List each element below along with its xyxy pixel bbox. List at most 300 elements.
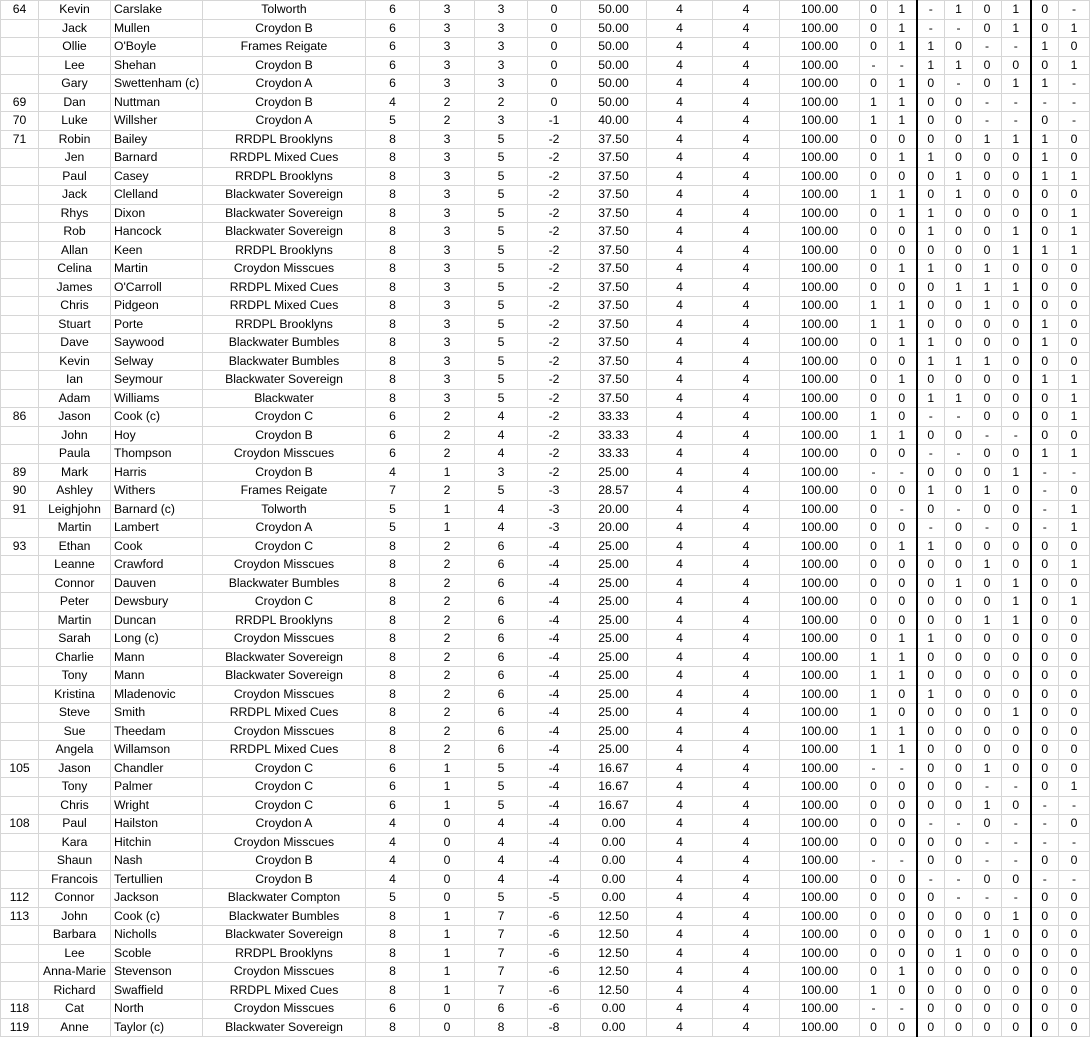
cell-m4: 0 [945,926,973,945]
cell-won: 3 [420,260,475,279]
cell-won: 2 [420,611,475,630]
cell-position: 64 [1,1,39,20]
cell-frame-percentage: 100.00 [780,186,860,205]
cell-lost: 4 [475,426,528,445]
cell-played: 6 [366,778,420,797]
cell-position [1,75,39,94]
cell-played: 6 [366,445,420,464]
cell-played: 8 [366,944,420,963]
cell-played: 8 [366,260,420,279]
cell-frame-percentage: 100.00 [780,870,860,889]
table-row [1,75,1090,94]
cell-frames-b: 4 [713,519,780,538]
cell-frames-b: 4 [713,537,780,556]
cell-m6: 0 [1002,500,1031,519]
cell-m8: 0 [1059,315,1090,334]
cell-m1: 1 [860,426,888,445]
cell-m3: 0 [917,778,945,797]
cell-frames-b: 4 [713,204,780,223]
cell-lost: 7 [475,907,528,926]
cell-frames-b: 4 [713,704,780,723]
cell-first-name: Allan [39,241,111,260]
cell-m1: 1 [860,112,888,131]
cell-m5: 0 [973,963,1002,982]
cell-win-percentage: 25.00 [581,648,647,667]
cell-m2: 1 [888,667,917,686]
cell-frames-a: 4 [647,371,713,390]
cell-m2: - [888,463,917,482]
cell-m7: - [1031,815,1059,834]
cell-frame-percentage: 100.00 [780,907,860,926]
cell-surname: Tertullien [111,870,203,889]
cell-surname: Withers [111,482,203,501]
cell-frames-b: 4 [713,38,780,57]
cell-position [1,297,39,316]
cell-played: 8 [366,389,420,408]
cell-frames-a: 4 [647,778,713,797]
cell-m8: 0 [1059,1000,1090,1019]
cell-played: 8 [366,685,420,704]
cell-win-percentage: 12.50 [581,907,647,926]
cell-frames-a: 4 [647,241,713,260]
cell-m8: - [1059,93,1090,112]
cell-position [1,204,39,223]
cell-m2: 1 [888,630,917,649]
cell-m8: 0 [1059,352,1090,371]
cell-m7: 0 [1031,722,1059,741]
cell-lost: 3 [475,38,528,57]
cell-m5: 0 [973,371,1002,390]
cell-m3: 0 [917,278,945,297]
table-row [1,981,1090,1000]
cell-m6: 0 [1002,260,1031,279]
cell-m2: 0 [888,778,917,797]
cell-position: 113 [1,907,39,926]
cell-team: Tolworth [203,500,366,519]
cell-m5: 0 [973,186,1002,205]
cell-surname: Hancock [111,223,203,242]
table-row [1,130,1090,149]
cell-m8: 0 [1059,38,1090,57]
cell-frame-percentage: 100.00 [780,204,860,223]
cell-m1: 1 [860,93,888,112]
cell-surname: Long (c) [111,630,203,649]
cell-played: 8 [366,1018,420,1037]
cell-lost: 5 [475,759,528,778]
cell-m5: - [973,38,1002,57]
cell-m1: 0 [860,149,888,168]
cell-frame-percentage: 100.00 [780,556,860,575]
cell-m6: 0 [1002,334,1031,353]
cell-m5: 0 [973,741,1002,760]
cell-m7: 0 [1031,981,1059,1000]
cell-position [1,556,39,575]
table-row [1,611,1090,630]
table-row [1,944,1090,963]
cell-difference: -6 [528,907,581,926]
cell-played: 8 [366,297,420,316]
cell-played: 8 [366,371,420,390]
cell-m7: 1 [1031,149,1059,168]
cell-difference: -4 [528,556,581,575]
cell-lost: 6 [475,704,528,723]
cell-m2: 1 [888,648,917,667]
cell-frames-a: 4 [647,852,713,871]
cell-m5: 0 [973,167,1002,186]
cell-team: RRDPL Mixed Cues [203,278,366,297]
cell-win-percentage: 16.67 [581,796,647,815]
cell-lost: 5 [475,352,528,371]
cell-win-percentage: 50.00 [581,19,647,38]
cell-team: Croydon Misscues [203,556,366,575]
cell-m3: 0 [917,944,945,963]
cell-m3: 0 [917,648,945,667]
cell-frames-a: 4 [647,630,713,649]
cell-m7: 0 [1031,1,1059,20]
cell-frames-a: 4 [647,260,713,279]
cell-played: 8 [366,149,420,168]
cell-team: Blackwater Bumbles [203,352,366,371]
cell-m3: 1 [917,204,945,223]
cell-position [1,223,39,242]
cell-m4: 1 [945,352,973,371]
cell-first-name: Paula [39,445,111,464]
cell-won: 0 [420,1000,475,1019]
cell-team: Frames Reigate [203,38,366,57]
cell-team: Blackwater Sovereign [203,667,366,686]
cell-won: 3 [420,334,475,353]
cell-position [1,981,39,1000]
cell-m8: 0 [1059,149,1090,168]
cell-m1: 1 [860,667,888,686]
cell-m4: 0 [945,149,973,168]
cell-m6: 0 [1002,870,1031,889]
cell-frame-percentage: 100.00 [780,241,860,260]
cell-difference: -6 [528,963,581,982]
cell-m3: 0 [917,796,945,815]
cell-m6: - [1002,778,1031,797]
cell-frames-a: 4 [647,574,713,593]
cell-m7: 1 [1031,38,1059,57]
cell-m7: 0 [1031,889,1059,908]
cell-frames-b: 4 [713,1018,780,1037]
cell-frames-a: 4 [647,352,713,371]
cell-won: 3 [420,38,475,57]
cell-m2: 1 [888,38,917,57]
cell-frames-b: 4 [713,1000,780,1019]
cell-m2: 0 [888,685,917,704]
cell-position [1,371,39,390]
cell-m1: 1 [860,704,888,723]
cell-frame-percentage: 100.00 [780,426,860,445]
cell-difference: -6 [528,1000,581,1019]
cell-first-name: Luke [39,112,111,131]
cell-m3: 0 [917,833,945,852]
cell-m4: 0 [945,334,973,353]
cell-difference: -2 [528,315,581,334]
cell-m8: 0 [1059,297,1090,316]
cell-m7: 0 [1031,19,1059,38]
table-row [1,796,1090,815]
cell-m4: 0 [945,1018,973,1037]
cell-frames-b: 4 [713,944,780,963]
cell-m4: 0 [945,112,973,131]
cell-won: 0 [420,1018,475,1037]
cell-played: 8 [366,907,420,926]
cell-difference: -6 [528,944,581,963]
cell-m2: 0 [888,352,917,371]
cell-won: 3 [420,223,475,242]
cell-difference: -4 [528,630,581,649]
cell-m8: 0 [1059,741,1090,760]
cell-m5: 0 [973,685,1002,704]
cell-m2: 1 [888,149,917,168]
cell-m4: 0 [945,852,973,871]
cell-m3: 0 [917,667,945,686]
cell-m1: 1 [860,685,888,704]
cell-played: 5 [366,519,420,538]
cell-frames-a: 4 [647,981,713,1000]
cell-frames-b: 4 [713,611,780,630]
cell-m3: - [917,445,945,464]
cell-won: 1 [420,944,475,963]
cell-m4: - [945,870,973,889]
cell-difference: 0 [528,19,581,38]
cell-win-percentage: 25.00 [581,593,647,612]
cell-win-percentage: 37.50 [581,223,647,242]
cell-difference: 0 [528,38,581,57]
cell-frames-b: 4 [713,260,780,279]
cell-win-percentage: 37.50 [581,167,647,186]
cell-difference: -4 [528,537,581,556]
cell-frames-b: 4 [713,981,780,1000]
cell-m4: 1 [945,278,973,297]
cell-team: RRDPL Brooklyns [203,611,366,630]
cell-frame-percentage: 100.00 [780,315,860,334]
cell-m5: 0 [973,722,1002,741]
cell-played: 8 [366,704,420,723]
cell-frame-percentage: 100.00 [780,815,860,834]
cell-frames-a: 4 [647,870,713,889]
cell-position: 119 [1,1018,39,1037]
cell-m8: 1 [1059,500,1090,519]
cell-played: 8 [366,741,420,760]
cell-m7: - [1031,482,1059,501]
cell-m4: 0 [945,315,973,334]
cell-m3: 0 [917,75,945,94]
cell-win-percentage: 37.50 [581,297,647,316]
table-row [1,167,1090,186]
cell-surname: Barnard [111,149,203,168]
cell-m4: 0 [945,297,973,316]
cell-win-percentage: 25.00 [581,463,647,482]
cell-first-name: Celina [39,260,111,279]
cell-played: 6 [366,426,420,445]
cell-position [1,611,39,630]
cell-frames-a: 4 [647,944,713,963]
cell-lost: 5 [475,260,528,279]
table-row [1,648,1090,667]
cell-first-name: Peter [39,593,111,612]
cell-m7: 1 [1031,315,1059,334]
cell-m5: 0 [973,223,1002,242]
cell-surname: Willsher [111,112,203,131]
cell-m3: 0 [917,963,945,982]
cell-frame-percentage: 100.00 [780,1,860,20]
cell-m3: 1 [917,389,945,408]
cell-first-name: Jason [39,759,111,778]
cell-first-name: Gary [39,75,111,94]
cell-m2: 0 [888,907,917,926]
cell-win-percentage: 25.00 [581,722,647,741]
cell-first-name: Kristina [39,685,111,704]
cell-m2: - [888,1000,917,1019]
cell-frame-percentage: 100.00 [780,741,860,760]
cell-won: 3 [420,278,475,297]
cell-lost: 3 [475,56,528,75]
cell-lost: 7 [475,981,528,1000]
cell-m5: 0 [973,981,1002,1000]
cell-played: 8 [366,186,420,205]
cell-m6: 1 [1002,463,1031,482]
cell-position: 71 [1,130,39,149]
cell-m2: 0 [888,574,917,593]
cell-m7: 0 [1031,297,1059,316]
cell-m2: 1 [888,186,917,205]
cell-position [1,741,39,760]
cell-played: 6 [366,1,420,20]
cell-m5: 0 [973,944,1002,963]
cell-first-name: John [39,426,111,445]
cell-first-name: Adam [39,389,111,408]
cell-lost: 5 [475,315,528,334]
cell-team: Croydon Misscues [203,1000,366,1019]
cell-first-name: Paul [39,815,111,834]
cell-position [1,56,39,75]
cell-first-name: Kara [39,833,111,852]
cell-m5: 0 [973,815,1002,834]
cell-team: Croydon C [203,408,366,427]
cell-m6: 0 [1002,537,1031,556]
cell-frames-b: 4 [713,482,780,501]
cell-win-percentage: 25.00 [581,556,647,575]
cell-difference: -4 [528,648,581,667]
cell-m4: 0 [945,130,973,149]
cell-win-percentage: 0.00 [581,870,647,889]
cell-first-name: Robin [39,130,111,149]
cell-frames-a: 4 [647,1000,713,1019]
cell-lost: 5 [475,482,528,501]
cell-m4: 0 [945,704,973,723]
cell-first-name: Leighjohn [39,500,111,519]
cell-m1: 0 [860,334,888,353]
cell-played: 6 [366,408,420,427]
cell-team: RRDPL Mixed Cues [203,297,366,316]
cell-surname: Dauven [111,574,203,593]
cell-m1: 0 [860,260,888,279]
cell-frame-percentage: 100.00 [780,38,860,57]
cell-m6: 1 [1002,19,1031,38]
cell-m2: 1 [888,297,917,316]
cell-m4: 0 [945,93,973,112]
cell-surname: Bailey [111,130,203,149]
cell-position: 112 [1,889,39,908]
cell-m7: - [1031,833,1059,852]
cell-lost: 5 [475,796,528,815]
cell-m4: 0 [945,963,973,982]
table-row [1,38,1090,57]
cell-m5: - [973,426,1002,445]
cell-team: Croydon Misscues [203,260,366,279]
cell-m1: 0 [860,574,888,593]
cell-m5: 0 [973,1,1002,20]
cell-m3: 1 [917,56,945,75]
cell-win-percentage: 37.50 [581,241,647,260]
cell-frames-b: 4 [713,778,780,797]
cell-m2: 1 [888,315,917,334]
cell-surname: Stevenson [111,963,203,982]
cell-m8: 0 [1059,537,1090,556]
cell-position: 93 [1,537,39,556]
cell-m5: 1 [973,556,1002,575]
cell-played: 8 [366,130,420,149]
cell-m2: 1 [888,204,917,223]
cell-m8: 1 [1059,408,1090,427]
cell-frames-a: 4 [647,611,713,630]
cell-position [1,389,39,408]
cell-team: RRDPL Mixed Cues [203,981,366,1000]
cell-m8: 1 [1059,241,1090,260]
cell-played: 5 [366,112,420,131]
cell-m3: - [917,408,945,427]
cell-m6: - [1002,889,1031,908]
cell-frames-a: 4 [647,667,713,686]
cell-team: Blackwater Bumbles [203,574,366,593]
cell-position [1,186,39,205]
cell-frames-a: 4 [647,445,713,464]
cell-position [1,870,39,889]
cell-frame-percentage: 100.00 [780,630,860,649]
table-row [1,926,1090,945]
table-row [1,778,1090,797]
cell-m3: 0 [917,1018,945,1037]
cell-m6: - [1002,426,1031,445]
cell-lost: 5 [475,149,528,168]
cell-lost: 6 [475,648,528,667]
cell-won: 2 [420,426,475,445]
cell-difference: -3 [528,500,581,519]
cell-frame-percentage: 100.00 [780,611,860,630]
cell-frames-a: 4 [647,593,713,612]
cell-lost: 4 [475,500,528,519]
cell-m2: 0 [888,796,917,815]
cell-difference: -2 [528,426,581,445]
cell-surname: Barnard (c) [111,500,203,519]
cell-lost: 3 [475,19,528,38]
cell-m8: - [1059,112,1090,131]
cell-frames-b: 4 [713,1,780,20]
cell-first-name: Mark [39,463,111,482]
table-row [1,630,1090,649]
table-row [1,741,1090,760]
cell-m5: 0 [973,463,1002,482]
cell-m6: 0 [1002,1000,1031,1019]
cell-surname: Taylor (c) [111,1018,203,1037]
cell-played: 8 [366,315,420,334]
cell-m7: 0 [1031,852,1059,871]
cell-m6: 0 [1002,759,1031,778]
cell-m3: 1 [917,537,945,556]
